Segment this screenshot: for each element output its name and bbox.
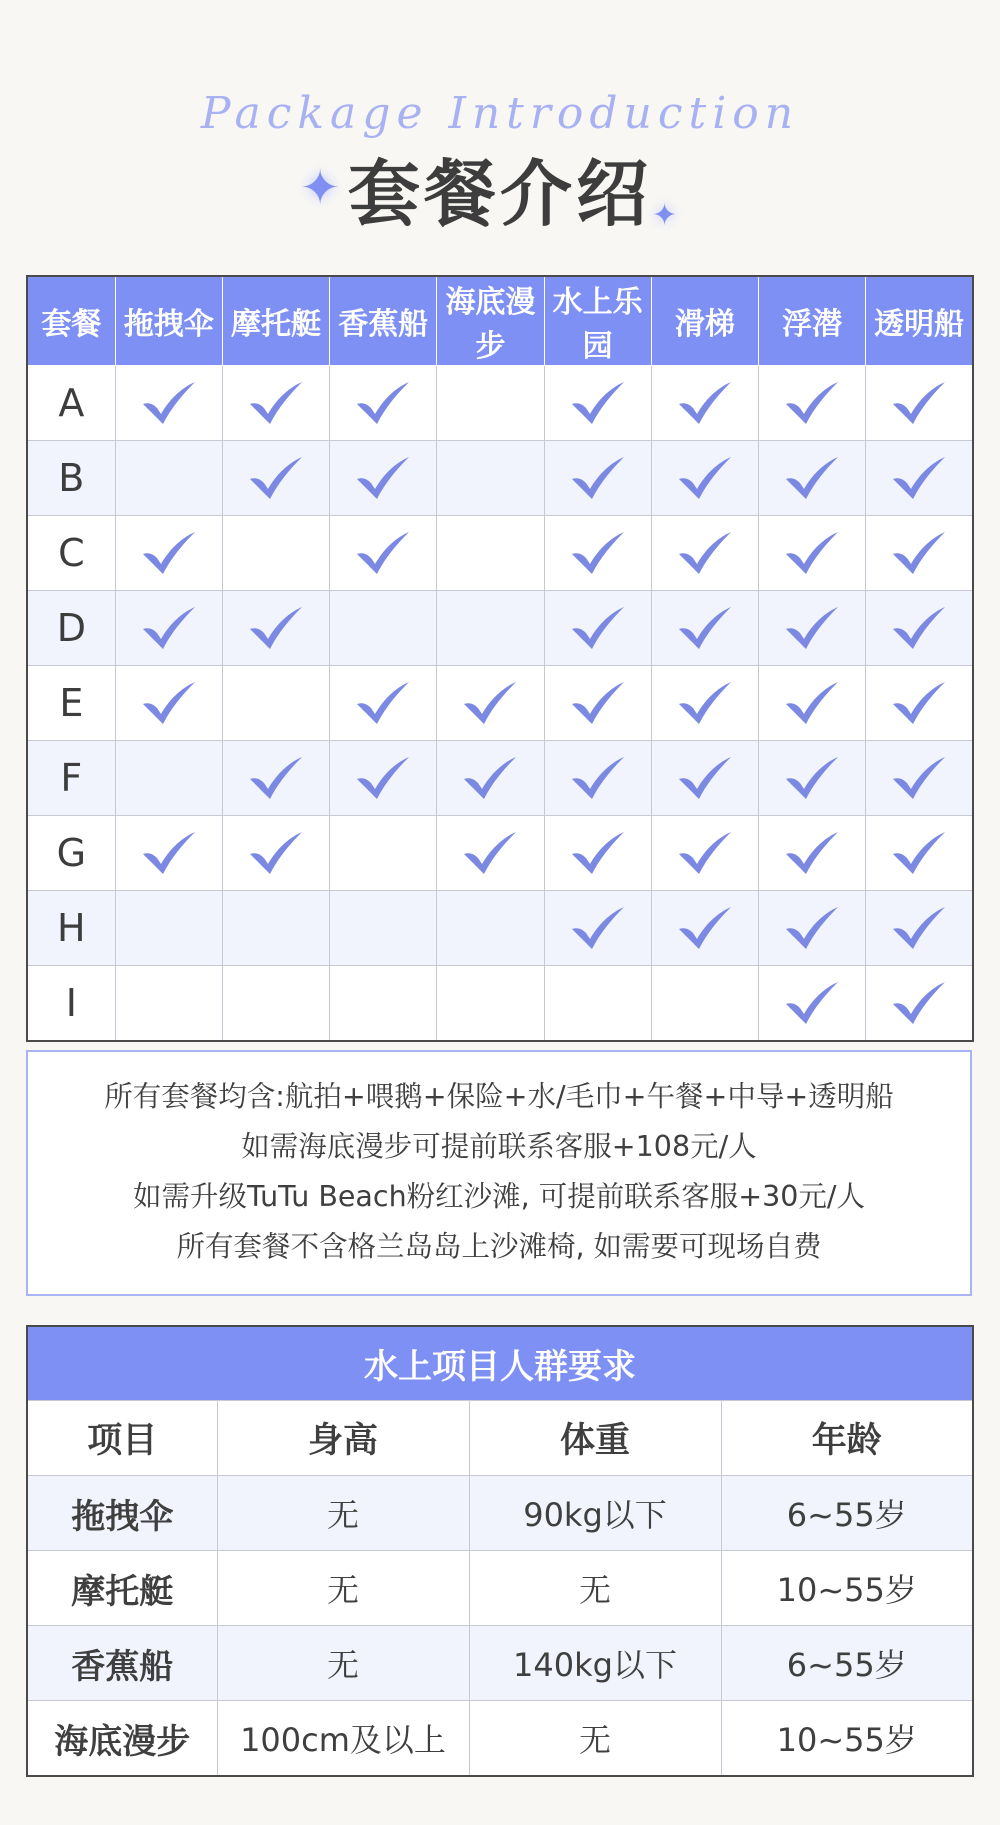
package-cell <box>330 891 437 966</box>
package-cell <box>222 666 329 741</box>
requirement-height: 无 <box>217 1626 469 1701</box>
package-label: D <box>27 591 115 666</box>
package-cell <box>758 516 865 591</box>
package-row <box>27 516 973 591</box>
check-icon <box>784 980 840 1026</box>
package-cell <box>330 741 437 816</box>
package-cell <box>651 816 758 891</box>
package-cell <box>222 816 329 891</box>
check-icon <box>355 380 411 426</box>
header-glass-boat: 透明船 <box>866 276 973 366</box>
package-cell <box>115 891 222 966</box>
package-cell <box>437 891 544 966</box>
package-cell <box>758 891 865 966</box>
check-icon <box>891 680 947 726</box>
package-cell <box>437 366 544 441</box>
check-icon <box>141 605 197 651</box>
package-cell <box>544 516 651 591</box>
check-icon <box>462 830 518 876</box>
check-icon <box>784 680 840 726</box>
requirement-height: 100cm及以上 <box>217 1701 469 1777</box>
package-cell <box>758 816 865 891</box>
check-icon <box>891 605 947 651</box>
package-cell <box>330 966 437 1042</box>
check-icon <box>891 455 947 501</box>
package-cell <box>758 666 865 741</box>
package-label: C <box>27 516 115 591</box>
package-cell <box>544 441 651 516</box>
package-cell <box>866 891 973 966</box>
check-icon <box>355 455 411 501</box>
requirement-age: 10~55岁 <box>721 1551 973 1626</box>
package-row <box>27 891 973 966</box>
check-icon <box>462 680 518 726</box>
package-cell <box>222 516 329 591</box>
check-icon <box>355 680 411 726</box>
check-icon <box>677 530 733 576</box>
package-notes <box>26 1050 972 1296</box>
package-row <box>27 966 973 1042</box>
hero-header <box>0 0 1000 260</box>
requirement-height: 无 <box>217 1551 469 1626</box>
package-cell <box>330 441 437 516</box>
check-icon <box>891 755 947 801</box>
requirement-item: 香蕉船 <box>27 1626 217 1701</box>
package-cell <box>758 741 865 816</box>
requirement-row <box>27 1476 973 1551</box>
package-cell <box>651 591 758 666</box>
note-line: 如需海底漫步可提前联系客服+108元/人 <box>241 1130 757 1163</box>
requirements-header-row <box>27 1401 973 1476</box>
package-cell <box>115 741 222 816</box>
header-height: 身高 <box>217 1401 469 1476</box>
package-cell <box>330 366 437 441</box>
package-header-row <box>27 276 973 366</box>
check-icon <box>248 605 304 651</box>
requirement-weight: 140kg以下 <box>469 1626 721 1701</box>
package-cell <box>651 441 758 516</box>
package-cell <box>651 966 758 1042</box>
requirements-title: 水上项目人群要求 <box>27 1326 973 1401</box>
package-cell <box>437 666 544 741</box>
package-cell <box>758 966 865 1042</box>
header-sea-walk: 海底漫步 <box>437 276 544 366</box>
check-icon <box>677 755 733 801</box>
check-icon <box>141 830 197 876</box>
package-cell <box>866 516 973 591</box>
package-cell <box>866 816 973 891</box>
check-icon <box>141 380 197 426</box>
check-icon <box>570 380 626 426</box>
header-water-park: 水上乐园 <box>544 276 651 366</box>
package-cell <box>330 666 437 741</box>
package-cell <box>866 741 973 816</box>
package-cell <box>222 366 329 441</box>
package-cell <box>866 666 973 741</box>
package-cell <box>222 891 329 966</box>
package-cell <box>758 591 865 666</box>
package-label: E <box>27 666 115 741</box>
check-icon <box>248 380 304 426</box>
check-icon <box>677 455 733 501</box>
check-icon <box>248 455 304 501</box>
package-label: G <box>27 816 115 891</box>
package-cell <box>544 816 651 891</box>
check-icon <box>570 680 626 726</box>
check-icon <box>677 680 733 726</box>
check-icon <box>784 755 840 801</box>
check-icon <box>570 905 626 951</box>
check-icon <box>677 380 733 426</box>
package-cell <box>222 741 329 816</box>
package-cell <box>115 516 222 591</box>
check-icon <box>248 755 304 801</box>
package-cell <box>115 666 222 741</box>
header-age: 年龄 <box>721 1401 973 1476</box>
requirement-weight: 90kg以下 <box>469 1476 721 1551</box>
package-row <box>27 441 973 516</box>
package-cell <box>651 516 758 591</box>
package-cell <box>222 441 329 516</box>
check-icon <box>784 830 840 876</box>
requirements-table <box>26 1325 974 1777</box>
package-cell <box>330 516 437 591</box>
check-icon <box>784 380 840 426</box>
sparkle-icon: ✦ <box>300 160 341 216</box>
header-slide: 滑梯 <box>651 276 758 366</box>
package-cell <box>544 741 651 816</box>
check-icon <box>570 830 626 876</box>
package-cell <box>651 366 758 441</box>
package-cell <box>437 966 544 1042</box>
header-package: 套餐 <box>27 276 115 366</box>
check-icon <box>462 755 518 801</box>
package-cell <box>330 816 437 891</box>
sparkle-icon: ✦ <box>652 198 678 233</box>
requirement-item: 海底漫步 <box>27 1701 217 1777</box>
header-item: 项目 <box>27 1401 217 1476</box>
check-icon <box>570 455 626 501</box>
package-cell <box>222 591 329 666</box>
requirement-row <box>27 1626 973 1701</box>
note-line: 所有套餐不含格兰岛岛上沙滩椅, 如需要可现场自费 <box>176 1230 822 1263</box>
package-cell <box>330 591 437 666</box>
check-icon <box>891 380 947 426</box>
requirement-age: 6~55岁 <box>721 1626 973 1701</box>
package-cell <box>544 366 651 441</box>
check-icon <box>784 530 840 576</box>
header-snorkeling: 浮潜 <box>758 276 865 366</box>
check-icon <box>891 905 947 951</box>
check-icon <box>570 530 626 576</box>
check-icon <box>891 530 947 576</box>
header-parasailing: 拖拽伞 <box>115 276 222 366</box>
package-cell <box>866 366 973 441</box>
package-label: B <box>27 441 115 516</box>
package-cell <box>866 441 973 516</box>
requirement-item: 拖拽伞 <box>27 1476 217 1551</box>
requirement-row <box>27 1701 973 1777</box>
package-cell <box>115 441 222 516</box>
header-jetski: 摩托艇 <box>222 276 329 366</box>
check-icon <box>677 605 733 651</box>
package-label: F <box>27 741 115 816</box>
check-icon <box>677 830 733 876</box>
requirement-height: 无 <box>217 1476 469 1551</box>
package-cell <box>437 591 544 666</box>
package-cell <box>866 966 973 1042</box>
package-label: I <box>27 966 115 1042</box>
package-cell <box>437 741 544 816</box>
package-cell <box>437 441 544 516</box>
package-cell <box>437 516 544 591</box>
note-line: 所有套餐均含:航拍+喂鹅+保险+水/毛巾+午餐+中导+透明船 <box>104 1080 894 1113</box>
requirement-age: 6~55岁 <box>721 1476 973 1551</box>
package-cell <box>115 816 222 891</box>
page-title: 套餐介绍 <box>347 152 652 236</box>
package-cell <box>758 366 865 441</box>
package-cell <box>222 966 329 1042</box>
package-cell <box>544 966 651 1042</box>
check-icon <box>891 980 947 1026</box>
check-icon <box>355 530 411 576</box>
check-icon <box>784 605 840 651</box>
package-cell <box>544 891 651 966</box>
package-cell <box>651 666 758 741</box>
package-cell <box>437 816 544 891</box>
package-table <box>26 275 974 1042</box>
package-row <box>27 816 973 891</box>
package-row <box>27 741 973 816</box>
package-cell <box>651 741 758 816</box>
note-line: 如需升级TuTu Beach粉红沙滩, 可提前联系客服+30元/人 <box>133 1180 865 1213</box>
package-cell <box>866 591 973 666</box>
check-icon <box>570 755 626 801</box>
package-label: A <box>27 366 115 441</box>
check-icon <box>141 530 197 576</box>
requirement-row <box>27 1551 973 1626</box>
check-icon <box>677 905 733 951</box>
header-weight: 体重 <box>469 1401 721 1476</box>
check-icon <box>784 905 840 951</box>
check-icon <box>891 830 947 876</box>
check-icon <box>355 755 411 801</box>
check-icon <box>784 455 840 501</box>
requirement-item: 摩托艇 <box>27 1551 217 1626</box>
header-banana-boat: 香蕉船 <box>330 276 437 366</box>
package-cell <box>758 441 865 516</box>
package-label: H <box>27 891 115 966</box>
package-row <box>27 366 973 441</box>
check-icon <box>141 680 197 726</box>
requirement-age: 10~55岁 <box>721 1701 973 1777</box>
package-row <box>27 591 973 666</box>
requirement-weight: 无 <box>469 1551 721 1626</box>
package-cell <box>115 966 222 1042</box>
package-cell <box>651 891 758 966</box>
package-row <box>27 666 973 741</box>
package-cell <box>115 591 222 666</box>
package-cell <box>544 666 651 741</box>
check-icon <box>248 830 304 876</box>
hero-script-text: Package Introduction <box>200 88 800 139</box>
package-cell <box>544 591 651 666</box>
package-cell <box>115 366 222 441</box>
requirement-weight: 无 <box>469 1701 721 1777</box>
check-icon <box>570 605 626 651</box>
